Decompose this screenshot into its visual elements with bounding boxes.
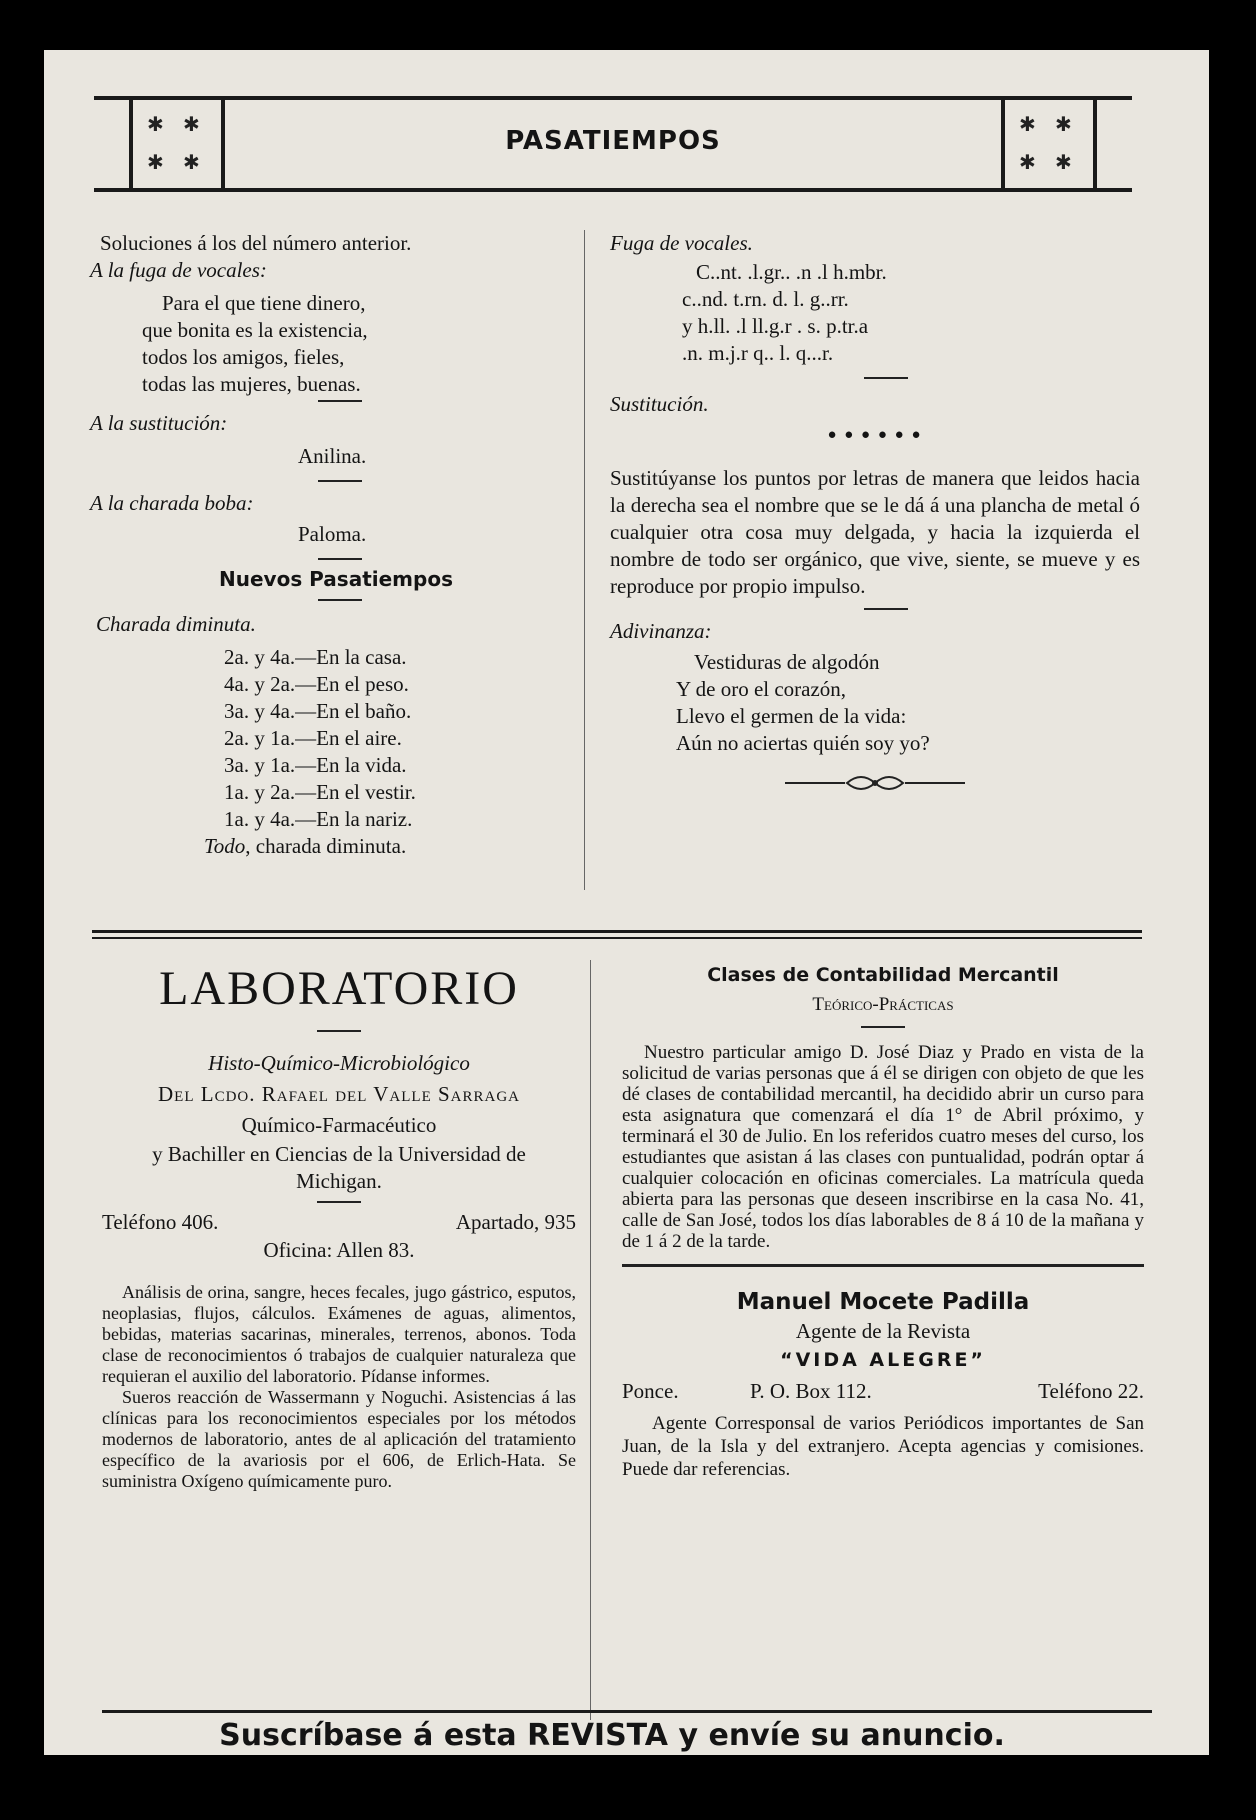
page-title: PASATIEMPOS xyxy=(505,126,721,156)
fuga-label: A la fuga de vocales: xyxy=(90,258,267,282)
fuga-puzzle xyxy=(610,259,1140,367)
verse-line: Vestiduras de algodón xyxy=(694,650,880,674)
lab-sub2: Del Lcdo. Rafael del Valle Sarraga xyxy=(158,1082,520,1106)
charada-label: A la charada boba: xyxy=(90,491,254,515)
verse-line: todas las mujeres, buenas. xyxy=(142,372,361,396)
divider xyxy=(317,1201,361,1203)
star-icon: ✱ xyxy=(1019,150,1036,174)
todo-line xyxy=(90,833,536,860)
fuga-label: Fuga de vocales. xyxy=(610,231,753,255)
diminuta-label: Charada diminuta. xyxy=(96,612,256,636)
dots: ● ● ● ● ● ● xyxy=(827,427,923,443)
soluciones-heading: Soluciones á los del número anterior. xyxy=(100,231,412,255)
clases-title: Clases de Contabilidad Mercantil xyxy=(707,964,1059,986)
lab-p2: Sueros reacción de Wassermann y Noguchi. Asistencias á las clínicas para los reconocimientos especiales por los métodos modernos de laboratorio, antes de al aplicación del tratamiento específico de la avariosis por el 606, de Erlich-Hata. Se suministra Oxígeno químicamente puro. xyxy=(102,1387,576,1491)
puzzle-line: c..nd. t.rn. d. l. g..rr. xyxy=(682,287,849,311)
section-rule xyxy=(92,930,1142,933)
footer-slogan: Suscríbase á esta REVISTA y envíe su anuncio. xyxy=(219,1718,1005,1753)
sust-text: Sustitúyanse los puntos por letras de manera que leidos hacia la derecha sea el nombre que se le dá á una plancha de metal ó cualquier otra cosa muy delgada, y hacia la izquierda el nombre de todo ser orgánico, que vive, siente, se mueve y es reproduce por propio impulso. xyxy=(610,466,1140,598)
section-rule xyxy=(92,937,1142,939)
verse-line: todos los amigos, fieles, xyxy=(142,345,345,369)
column-divider xyxy=(584,230,585,890)
verse-line: Y de oro el corazón, xyxy=(676,677,847,701)
puzzle-line: .n. m.j.r q.. l. q...r. xyxy=(682,341,834,365)
list-item: 4a. y 2a.—En el peso. xyxy=(224,672,409,696)
todo-rest: , charada diminuta. xyxy=(245,834,407,858)
divider xyxy=(861,1026,905,1028)
list-item: 1a. y 2a.—En el vestir. xyxy=(224,780,416,804)
column-divider xyxy=(590,960,591,1720)
sust-answer: Anilina. xyxy=(298,444,367,468)
list-item: 3a. y 4a.—En el baño. xyxy=(224,699,412,723)
manuel-contact-row xyxy=(622,1378,1144,1406)
manuel-box: P. O. Box 112. xyxy=(750,1379,872,1403)
puzzle-line: C..nt. .l.gr.. .n .l h.mbr. xyxy=(696,260,887,284)
list-item: 2a. y 4a.—En la casa. xyxy=(224,645,407,669)
header-rule-bottom xyxy=(94,188,1132,192)
star-icon: ✱ xyxy=(1019,112,1036,136)
star-icon: ✱ xyxy=(147,150,164,174)
fuga-answer xyxy=(90,290,536,398)
divider xyxy=(318,400,362,402)
divider xyxy=(864,608,908,610)
lab-sub1: Histo-Químico-Microbiológico xyxy=(208,1051,470,1075)
list-item: 3a. y 1a.—En la vida. xyxy=(224,753,407,777)
puzzle-line: y h.ll. .l ll.g.r . s. p.tr.a xyxy=(682,314,869,338)
divider xyxy=(318,558,362,560)
laboratorio-ad xyxy=(102,962,576,1492)
list-item: 2a. y 1a.—En el aire. xyxy=(224,726,402,750)
manuel-role: Agente de la Revista xyxy=(795,1319,971,1343)
lab-sub4: y Bachiller en Ciencias de la Universidad de Michigan. xyxy=(152,1142,526,1193)
clases-text: Nuestro particular amigo D. José Diaz y Prado en vista de la solicitud de varias personas que á él se dirigen con objeto de que les dé clases de contabilidad mercantil, ha decidido abrir un curso para esta asignatura que comenzará el día 1° de Abril próximo, y terminará el 30 de Julio. En los referidos cuatro meses del curso, los estudiantes que asistan á las clases con puntualidad, podrán optar á cualquier colocación en oficinas comerciales. La matrícula queda abierta para las personas que deseen inscribirse en la casa No. 41, calle de San José, todos los días laborables de 8 á 10 de la mañana y de 1 á 2 de la tarde. xyxy=(622,1042,1144,1252)
divider xyxy=(864,377,908,379)
manuel-name: Manuel Mocete Padilla xyxy=(736,1289,1030,1315)
verse-line: Llevo el germen de la vida: xyxy=(676,704,907,728)
header xyxy=(94,96,1132,192)
clases-ad xyxy=(622,962,1144,1481)
star-icon: ✱ xyxy=(183,112,200,136)
diminuta-lines xyxy=(90,644,536,833)
lab-title: LABORATORIO xyxy=(159,962,519,1015)
manuel-tel: Teléfono 22. xyxy=(1038,1379,1144,1403)
header-rule-top xyxy=(94,96,1132,100)
verse-line: Aún no aciertas quién soy yo? xyxy=(676,731,930,755)
star-icon: ✱ xyxy=(1055,112,1072,136)
star-box-right xyxy=(1001,96,1097,192)
lab-contact-row xyxy=(102,1209,576,1237)
adiv-label: Adivinanza: xyxy=(610,619,712,643)
star-icon: ✱ xyxy=(147,112,164,136)
manuel-text: Agente Corresponsal de varios Periódicos importantes de San Juan, de la Isla y del extranjero. Acepta agencias y comisiones. Puede dar referencias. xyxy=(622,1413,1144,1480)
verse-line: Para el que tiene dinero, xyxy=(162,291,366,315)
page xyxy=(44,50,1209,1755)
star-icon: ✱ xyxy=(183,150,200,174)
divider xyxy=(318,599,362,601)
lab-apartado: Apartado, 935 xyxy=(455,1210,576,1234)
star-icon: ✱ xyxy=(1055,150,1072,174)
ornament-icon xyxy=(785,771,965,795)
lab-oficina: Oficina: Allen 83. xyxy=(263,1238,415,1262)
todo-word: Todo xyxy=(204,834,246,858)
sust-label: A la sustitución: xyxy=(90,411,228,435)
verse-line: que bonita es la existencia, xyxy=(142,318,368,342)
charada-answer: Paloma. xyxy=(298,522,367,546)
manuel-revista: “VIDA ALEGRE” xyxy=(780,1349,986,1371)
left-column xyxy=(90,230,536,860)
divider xyxy=(317,1030,361,1032)
footer-rule xyxy=(102,1710,1152,1713)
adiv-verse xyxy=(610,649,1140,757)
list-item: 1a. y 4a.—En la nariz. xyxy=(224,807,413,831)
lab-sub3: Químico-Farmacéutico xyxy=(241,1113,437,1137)
right-column xyxy=(610,230,1140,802)
manuel-city: Ponce. xyxy=(622,1379,679,1403)
lab-p1: Análisis de orina, sangre, heces fecales, jugo gástrico, esputos, neoplasias, flujos, cálculos. Exámenes de aguas, alimentos, bebidas, materias sacarinas, minerales, terrenos, abonos. Toda clase de reconocimientos ó trabajos de cualquier naturaleza que requieran el auxilio del laboratorio. Pídanse informes. xyxy=(102,1282,576,1386)
clases-rule xyxy=(622,1264,1144,1267)
ornament xyxy=(610,771,1140,802)
sust-label: Sustitución. xyxy=(610,392,709,416)
lab-telefono: Teléfono 406. xyxy=(102,1210,219,1234)
nuevos-heading: Nuevos Pasatiempos xyxy=(219,567,453,591)
clases-sub: Teórico-Prácticas xyxy=(812,994,954,1015)
divider xyxy=(318,480,362,482)
